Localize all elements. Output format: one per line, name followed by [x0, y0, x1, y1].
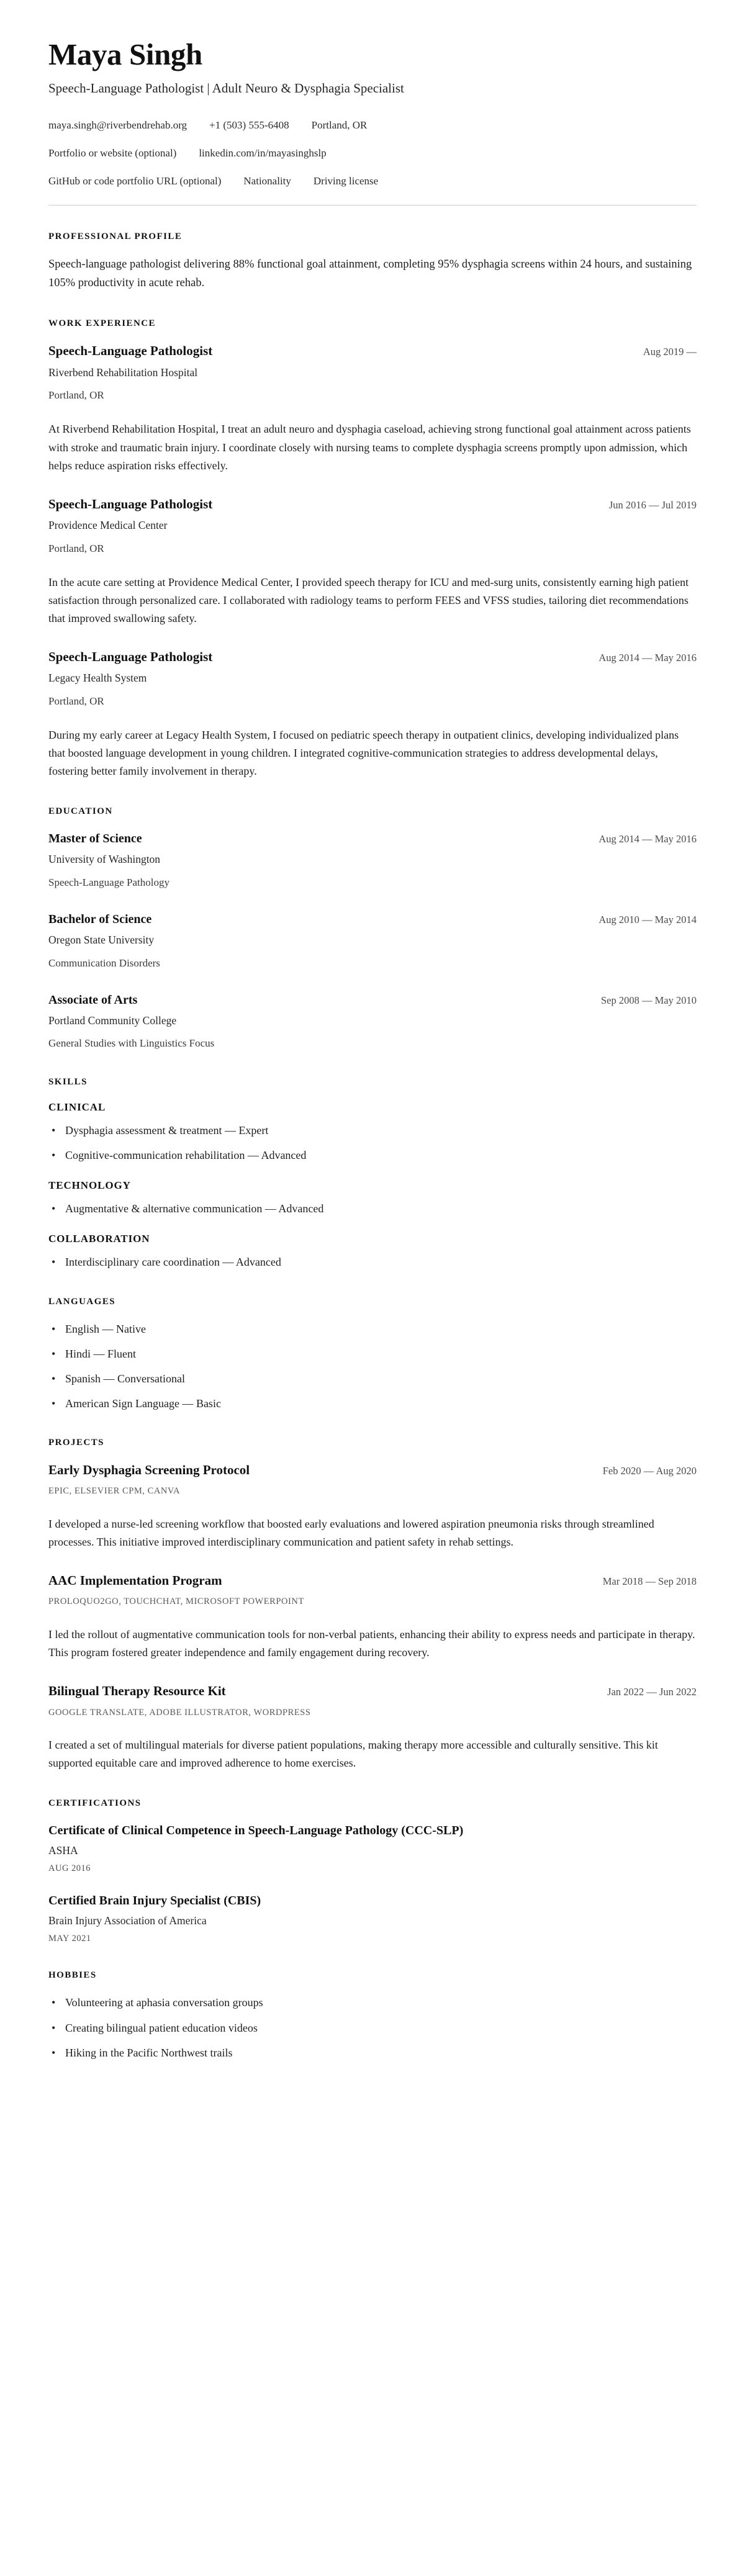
skill-group-name: CLINICAL: [48, 1101, 106, 1114]
contact-nationality: Nationality: [243, 174, 291, 187]
bullet-icon: •: [52, 1996, 56, 2009]
contact-driving-license: Driving license: [313, 174, 379, 187]
project-tools: EPIC, ELSEVIER CPM, CANVA: [48, 1486, 181, 1497]
education-school: University of Washington: [48, 853, 161, 866]
section-professional-profile: [48, 232, 697, 293]
skill-group-collaboration: [48, 1233, 697, 1270]
work-description: At Riverbend Rehabilitation Hospital, I treat an adult neuro and dysphagia caseload, achieving strong functional goal attainment across patients with stroke and traumatic brain injury. I coordinate closely with nursing teams to complete dysphagia screens promptly upon admission, which helps reduce aspiration risks effectively.: [48, 423, 691, 472]
education-entry-head: [48, 831, 697, 847]
work-entry: [48, 496, 697, 628]
contact-phone[interactable]: +1 (503) 555-6408: [209, 119, 289, 131]
education-field: Communication Disorders: [48, 957, 160, 969]
section-title-work: WORK EXPERIENCE: [48, 318, 156, 329]
certification-entry: [48, 1822, 697, 1874]
work-location: Portland, OR: [48, 542, 104, 554]
candidate-name: Maya Singh: [48, 37, 202, 71]
skill-item-label: Augmentative & alternative communication — Advanced: [65, 1202, 324, 1215]
contact-linkedin[interactable]: linkedin.com/in/mayasinghslp: [199, 146, 327, 159]
hobby-list: [48, 1994, 697, 2060]
hobby-item: [48, 2020, 697, 2036]
contact-portfolio[interactable]: Portfolio or website (optional): [48, 146, 177, 159]
certification-name: Certificate of Clinical Competence in Speech-Language Pathology (CCC-SLP): [48, 1824, 464, 1838]
bullet-icon: •: [52, 2046, 56, 2059]
skill-list: [48, 1122, 697, 1163]
bullet-icon: •: [52, 1124, 56, 1137]
profile-summary-text: Speech-language pathologist delivering 88% functional goal attainment, completing 95% dysphagia screens within 24 hours, and sustaining 105% productivity in acute rehab.: [48, 258, 692, 289]
project-description: I led the rollout of augmentative communication tools for non-verbal patients, enhancing their ability to express needs and participate in therapy. This program fostered greater independence and family engagement during recovery.: [48, 1628, 695, 1659]
skill-item-label: Cognitive-communication rehabilitation — Advanced: [65, 1149, 307, 1162]
bullet-icon: •: [52, 1322, 56, 1335]
education-field: Speech-Language Pathology: [48, 876, 169, 889]
certification-date: MAY 2021: [48, 1934, 91, 1944]
work-entry: [48, 343, 697, 474]
resume-header: [48, 38, 697, 205]
section-title-languages: LANGUAGES: [48, 1296, 116, 1307]
contact-github[interactable]: GitHub or code portfolio URL (optional): [48, 174, 222, 187]
project-description: I developed a nurse-led screening workflow that boosted early evaluations and lowered aspiration pneumonia risks through streamlined processes. This initiative improved interdisciplinary communication and patient safety in rehab settings.: [48, 1517, 654, 1548]
skill-list: [48, 1254, 697, 1270]
section-skills: [48, 1077, 697, 1270]
education-entry: [48, 831, 697, 890]
work-description: In the acute care setting at Providence Medical Center, I provided speech therapy for ICU and med-surg units, consistently earning high patient satisfaction through personalized care. I collaborated with radiology teams to perform FEES and VFSS studies, tailoring diet recommendations that improved swallowing safety.: [48, 575, 689, 624]
work-date: Aug 2014 — May 2016: [598, 652, 697, 664]
section-certifications: [48, 1798, 697, 1944]
skill-group-clinical: [48, 1101, 697, 1163]
project-entry-head: [48, 1462, 697, 1479]
education-degree: Associate of Arts: [48, 993, 138, 1007]
project-name: Bilingual Therapy Resource Kit: [48, 1683, 226, 1699]
certification-date: AUG 2016: [48, 1863, 91, 1874]
bullet-icon: •: [52, 1372, 56, 1385]
work-date: Aug 2019 —: [643, 346, 697, 358]
education-degree: Bachelor of Science: [48, 912, 152, 927]
work-role: Speech-Language Pathologist: [48, 343, 213, 359]
project-date: Mar 2018 — Sep 2018: [602, 1575, 697, 1588]
language-list: [48, 1321, 697, 1412]
skill-group-name: TECHNOLOGY: [48, 1179, 131, 1192]
skill-group-name: COLLABORATION: [48, 1233, 150, 1245]
language-item-label: Spanish — Conversational: [65, 1372, 185, 1385]
skill-item-label: Dysphagia assessment & treatment — Expert: [65, 1124, 269, 1137]
skill-item: [48, 1147, 697, 1163]
bullet-icon: •: [52, 1149, 56, 1162]
education-degree: Master of Science: [48, 832, 142, 846]
skill-list: [48, 1200, 697, 1217]
section-title-education: EDUCATION: [48, 806, 113, 817]
work-entry-head: [48, 343, 697, 359]
work-role: Speech-Language Pathologist: [48, 649, 213, 665]
project-entry: [48, 1462, 697, 1551]
work-description: During my early career at Legacy Health System, I focused on pediatric speech therapy in outpatient clinics, developing individualized plans that boosted language development in young children. I integrated cognitive-communication strategies to address developmental delays, fostering better family involvement in therapy.: [48, 729, 679, 778]
section-title-profile: PROFESSIONAL PROFILE: [48, 231, 183, 241]
skill-item: [48, 1254, 697, 1270]
project-tools: PROLOQUO2GO, TOUCHCHAT, MICROSOFT POWERPOINT: [48, 1596, 304, 1607]
education-school: Oregon State University: [48, 934, 155, 947]
education-school: Portland Community College: [48, 1014, 177, 1027]
language-item: [48, 1321, 697, 1337]
section-languages: [48, 1297, 697, 1412]
section-title-skills: SKILLS: [48, 1077, 88, 1088]
certification-entry: [48, 1893, 697, 1944]
certification-name: Certified Brain Injury Specialist (CBIS): [48, 1894, 261, 1908]
project-description: I created a set of multilingual materials for diverse patient populations, making therapy more accessible and culturally sensitive. This kit supported equitable care and improved adherence to home exercises.: [48, 1739, 658, 1770]
language-item: [48, 1371, 697, 1387]
education-date: Sep 2008 — May 2010: [601, 994, 697, 1006]
bullet-icon: •: [52, 1202, 56, 1215]
contact-email[interactable]: maya.singh@riverbendrehab.org: [48, 119, 187, 131]
language-item-label: American Sign Language — Basic: [65, 1397, 221, 1410]
work-role: Speech-Language Pathologist: [48, 496, 213, 511]
section-work-experience: [48, 318, 697, 780]
work-location: Portland, OR: [48, 695, 104, 708]
bullet-icon: •: [52, 1256, 56, 1269]
work-date: Jun 2016 — Jul 2019: [608, 498, 697, 511]
certification-issuer: ASHA: [48, 1844, 78, 1857]
section-education: [48, 806, 697, 1051]
project-date: Jan 2022 — Jun 2022: [607, 1686, 697, 1698]
section-title-projects: PROJECTS: [48, 1437, 104, 1448]
project-entry-head: [48, 1572, 697, 1589]
skill-item: [48, 1122, 697, 1138]
education-entry-head: [48, 911, 697, 927]
project-entry-head: [48, 1683, 697, 1700]
bullet-icon: •: [52, 1397, 56, 1410]
education-date: Aug 2010 — May 2014: [598, 914, 697, 926]
hobby-item-label: Creating bilingual patient education videos: [65, 2021, 258, 2034]
contact-location: Portland, OR: [311, 119, 368, 131]
work-location: Portland, OR: [48, 389, 104, 402]
work-employer: Riverbend Rehabilitation Hospital: [48, 366, 198, 379]
bullet-icon: •: [52, 2021, 56, 2034]
education-entry: [48, 992, 697, 1052]
language-item-label: Hindi — Fluent: [65, 1347, 137, 1360]
skill-group-technology: [48, 1179, 697, 1217]
language-item: [48, 1395, 697, 1412]
project-entry: [48, 1572, 697, 1662]
hobby-item: [48, 2045, 697, 2061]
contact-row-links: [48, 146, 697, 161]
section-hobbies: [48, 1970, 697, 2060]
section-title-hobbies: HOBBIES: [48, 1970, 97, 1981]
language-item-label: English — Native: [65, 1322, 146, 1335]
skill-item-label: Interdisciplinary care coordination — Advanced: [65, 1256, 281, 1269]
education-entry: [48, 911, 697, 971]
education-entry-head: [48, 992, 697, 1008]
skill-item: [48, 1200, 697, 1217]
contact-row-extra: [48, 174, 697, 189]
hobby-item-label: Volunteering at aphasia conversation groups: [65, 1996, 263, 2009]
work-employer: Legacy Health System: [48, 672, 147, 685]
education-date: Aug 2014 — May 2016: [598, 833, 697, 845]
candidate-headline: Speech-Language Pathologist | Adult Neuro & Dysphagia Specialist: [48, 81, 404, 96]
certification-issuer: Brain Injury Association of America: [48, 1914, 207, 1927]
project-tools: GOOGLE TRANSLATE, ADOBE ILLUSTRATOR, WORDPRESS: [48, 1707, 311, 1718]
project-entry: [48, 1683, 697, 1772]
project-name: AAC Implementation Program: [48, 1573, 222, 1588]
bullet-icon: •: [52, 1347, 56, 1360]
project-date: Feb 2020 — Aug 2020: [602, 1464, 697, 1477]
language-item: [48, 1346, 697, 1362]
work-entry-head: [48, 649, 697, 665]
project-name: Early Dysphagia Screening Protocol: [48, 1462, 250, 1477]
section-title-certifications: CERTIFICATIONS: [48, 1798, 142, 1809]
work-entry: [48, 649, 697, 780]
work-entry-head: [48, 496, 697, 513]
hobby-item: [48, 1994, 697, 2011]
section-projects: [48, 1438, 697, 1773]
contact-row-primary: [48, 119, 697, 133]
hobby-item-label: Hiking in the Pacific Northwest trails: [65, 2046, 233, 2059]
work-employer: Providence Medical Center: [48, 519, 168, 532]
education-field: General Studies with Linguistics Focus: [48, 1037, 215, 1050]
